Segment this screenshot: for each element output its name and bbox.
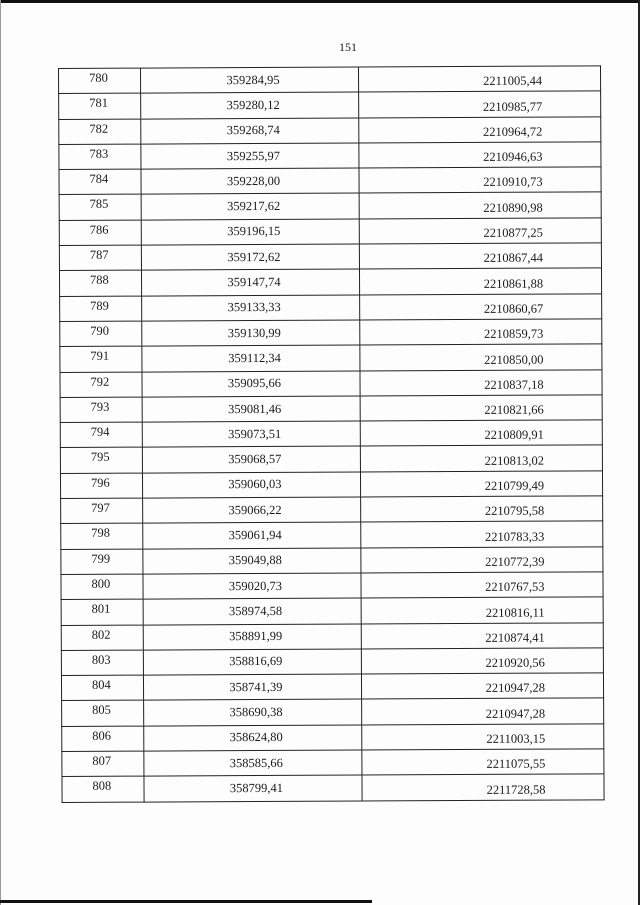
x-coordinate-cell: 359130,99 <box>142 320 360 346</box>
table-row <box>62 724 604 752</box>
table-row <box>59 66 601 94</box>
point-number-cell: 784 <box>59 169 141 195</box>
y-coordinate-cell: 2210861,88 <box>359 268 602 294</box>
y-coordinate-cell: 2210947,28 <box>361 673 604 699</box>
x-coordinate-cell: 358741,39 <box>143 674 361 700</box>
table-row <box>60 369 602 397</box>
scan-bottom-border <box>0 900 372 903</box>
point-number-cell: 789 <box>60 296 142 322</box>
table-row <box>59 192 601 220</box>
y-coordinate-cell: 2210816,11 <box>361 597 604 623</box>
point-number-cell: 797 <box>61 498 143 524</box>
x-coordinate-cell: 359147,74 <box>141 269 359 295</box>
y-coordinate-cell: 2210767,53 <box>360 572 603 598</box>
point-number-cell: 793 <box>60 397 142 423</box>
y-coordinate-cell: 2211728,58 <box>361 774 604 800</box>
point-number-cell: 786 <box>59 220 141 246</box>
table-row <box>60 420 602 448</box>
y-coordinate-cell: 2210860,67 <box>359 294 602 320</box>
table-row <box>61 648 603 676</box>
x-coordinate-cell: 358690,38 <box>143 699 361 725</box>
table-row <box>61 496 603 524</box>
point-number-cell: 807 <box>62 751 144 777</box>
point-number-cell: 803 <box>61 650 143 676</box>
x-coordinate-cell: 359020,73 <box>143 573 361 599</box>
table-row <box>60 294 602 322</box>
point-number-cell: 782 <box>59 119 141 145</box>
x-coordinate-cell: 359255,97 <box>141 143 359 169</box>
point-number-cell: 794 <box>60 422 142 448</box>
point-number-cell: 791 <box>60 346 142 372</box>
x-coordinate-cell: 358799,41 <box>144 775 362 801</box>
x-coordinate-cell: 359228,00 <box>141 168 359 194</box>
table-row <box>59 218 601 246</box>
y-coordinate-cell: 2210783,33 <box>360 521 603 547</box>
table-row <box>60 319 602 347</box>
y-coordinate-cell: 2210920,56 <box>361 648 604 674</box>
y-coordinate-cell: 2210821,66 <box>360 395 603 421</box>
table-row <box>59 243 601 271</box>
scan-left-edge <box>0 0 1 905</box>
x-coordinate-cell: 359112,34 <box>142 345 360 371</box>
x-coordinate-cell: 359284,95 <box>140 67 358 93</box>
point-number-cell: 799 <box>61 549 143 575</box>
x-coordinate-cell: 359268,74 <box>141 118 359 144</box>
point-number-cell: 781 <box>59 93 141 119</box>
x-coordinate-cell: 359172,62 <box>141 244 359 270</box>
x-coordinate-cell: 359196,15 <box>141 219 359 245</box>
y-coordinate-cell: 2210837,18 <box>359 369 602 395</box>
point-number-cell: 788 <box>59 270 141 296</box>
point-number-cell: 805 <box>62 701 144 727</box>
table-row <box>61 521 603 549</box>
y-coordinate-cell: 2210813,02 <box>360 445 603 471</box>
table-row <box>59 268 601 296</box>
point-number-cell: 804 <box>61 675 143 701</box>
y-coordinate-cell: 2210964,72 <box>358 116 601 142</box>
point-number-cell: 802 <box>61 625 143 651</box>
x-coordinate-cell: 358891,99 <box>143 624 361 650</box>
scan-top-border <box>0 0 640 3</box>
point-number-cell: 798 <box>61 523 143 549</box>
table-row <box>61 622 603 650</box>
x-coordinate-cell: 359280,12 <box>140 92 358 118</box>
point-number-cell: 790 <box>60 321 142 347</box>
point-number-cell: 783 <box>59 144 141 170</box>
x-coordinate-cell: 359060,03 <box>142 472 360 498</box>
table-row <box>61 673 603 701</box>
table-row <box>59 91 601 119</box>
y-coordinate-cell: 2210772,39 <box>360 546 603 572</box>
y-coordinate-cell: 2210867,44 <box>359 243 602 269</box>
x-coordinate-cell: 359068,57 <box>142 446 360 472</box>
x-coordinate-cell: 359049,88 <box>143 548 361 574</box>
point-number-cell: 780 <box>59 68 141 94</box>
y-coordinate-cell: 2210946,63 <box>358 142 601 168</box>
point-number-cell: 787 <box>59 245 141 271</box>
y-coordinate-cell: 2211003,15 <box>361 724 604 750</box>
point-number-cell: 796 <box>60 473 142 499</box>
x-coordinate-cell: 359081,46 <box>142 396 360 422</box>
y-coordinate-cell: 2211075,55 <box>361 749 604 775</box>
point-number-cell: 795 <box>60 448 142 474</box>
table-row <box>60 471 602 499</box>
y-coordinate-cell: 2210874,41 <box>361 622 604 648</box>
x-coordinate-cell: 359066,22 <box>142 497 360 523</box>
table-row <box>59 116 601 144</box>
x-coordinate-cell: 358585,66 <box>144 750 362 776</box>
y-coordinate-cell: 2210877,25 <box>359 218 602 244</box>
x-coordinate-cell: 358624,80 <box>144 725 362 751</box>
y-coordinate-cell: 2210795,58 <box>360 496 603 522</box>
x-coordinate-cell: 359095,66 <box>142 371 360 397</box>
point-number-cell: 800 <box>61 574 143 600</box>
table-row <box>62 698 604 726</box>
table-row <box>60 344 602 372</box>
x-coordinate-cell: 359133,33 <box>141 295 359 321</box>
x-coordinate-cell: 359073,51 <box>142 421 360 447</box>
y-coordinate-cell: 2210985,77 <box>358 91 601 117</box>
table-row <box>62 774 604 802</box>
table-row <box>59 167 601 195</box>
table-row <box>61 572 603 600</box>
y-coordinate-cell: 2210890,98 <box>359 192 602 218</box>
table-row <box>62 749 604 777</box>
coordinates-table-body <box>59 66 605 802</box>
page-number: 151 <box>339 40 357 54</box>
x-coordinate-cell: 359217,62 <box>141 194 359 220</box>
x-coordinate-cell: 358974,58 <box>143 598 361 624</box>
point-number-cell: 806 <box>62 726 144 752</box>
y-coordinate-cell: 2210809,91 <box>360 420 603 446</box>
point-number-cell: 808 <box>62 776 144 802</box>
coordinates-table <box>58 65 605 802</box>
y-coordinate-cell: 2210859,73 <box>359 319 602 345</box>
y-coordinate-cell: 2210799,49 <box>360 471 603 497</box>
x-coordinate-cell: 358816,69 <box>143 649 361 675</box>
table-row <box>61 597 603 625</box>
y-coordinate-cell: 2211005,44 <box>358 66 601 92</box>
y-coordinate-cell: 2210947,28 <box>361 698 604 724</box>
point-number-cell: 792 <box>60 372 142 398</box>
x-coordinate-cell: 359061,94 <box>143 522 361 548</box>
y-coordinate-cell: 2210910,73 <box>358 167 601 193</box>
table-row <box>60 445 602 473</box>
table-row <box>61 546 603 574</box>
table-row <box>59 142 601 170</box>
point-number-cell: 785 <box>59 195 141 221</box>
y-coordinate-cell: 2210850,00 <box>359 344 602 370</box>
table-row <box>60 395 602 423</box>
point-number-cell: 801 <box>61 599 143 625</box>
